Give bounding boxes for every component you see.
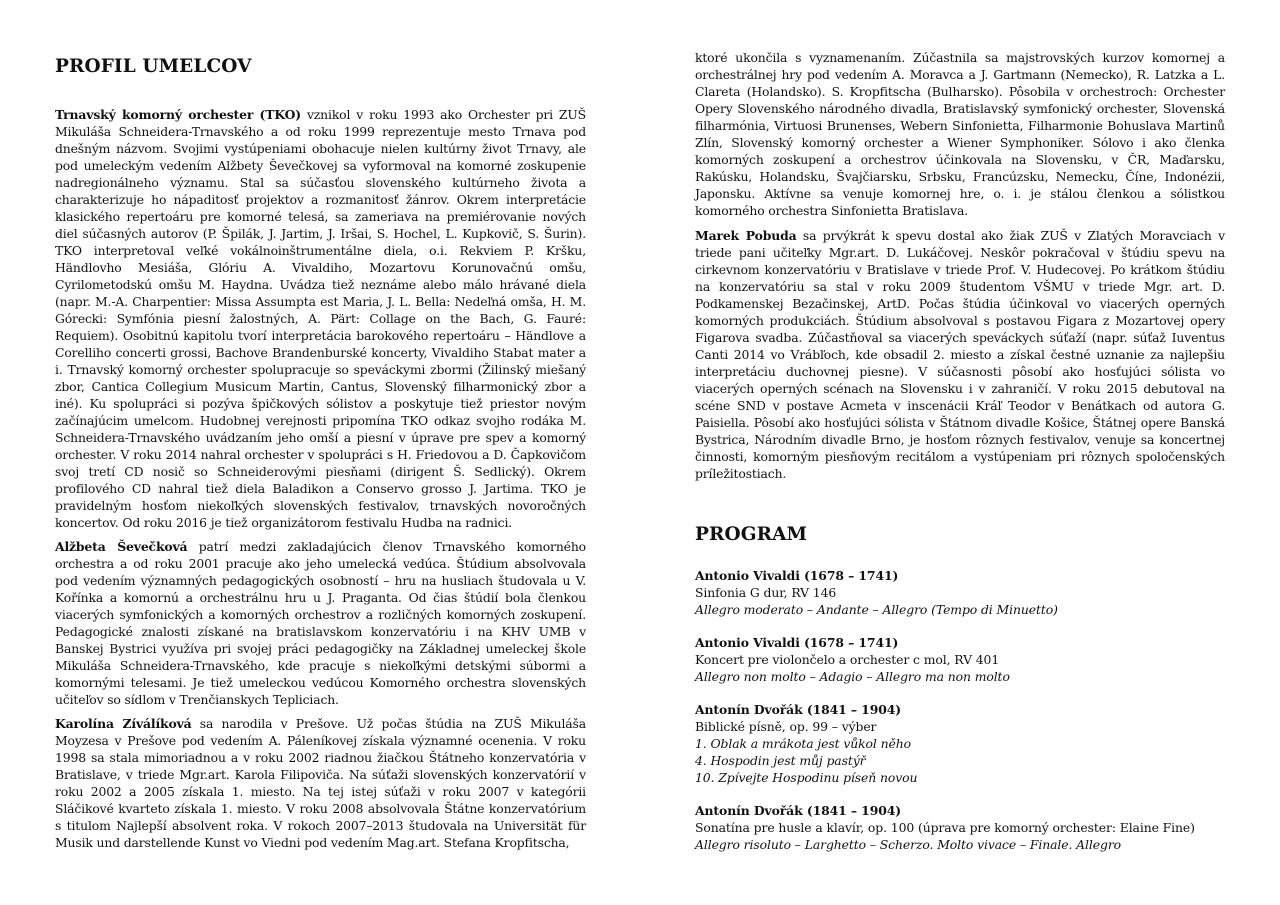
program-movement: 10. Zpívejte Hospodinu píseň novou [695, 770, 918, 785]
bio-name: Marek Pobuda [695, 228, 797, 243]
bio-karolina-zivalikova [55, 715, 586, 851]
bio-text: sa narodila v Prešove. Už počas štúdia na ZUŠ Mikuláša Moyzesa v Prešove pod vedením A. Páleníkovej získala významné ocenenia. V roku 1998 sa stala mimoriadnou a v roku 2002 riadnou žiačkou Štátneho konzervatória v Bratislave, v triede Mgr.art. Karola Filipoviča. Na súťaži slovenských konzervatórií v roku 2002 a 2005 získala 1. miesto. Na tej istej súťaži v roku 2007 v kategórii Sláčikové kvarteto získala 1. miesto. V roku 2008 absolvovala Štátne konzervatórium s titulom Najlepší absolvent roka. V rokoch 2007–2013 študovala na Universität für Musik und darstellende Kunst vo Viedni pod vedením Mag.art. Stefana Kropfitscha, [55, 716, 586, 850]
program-work: Sinfonia G dur, RV 146 [695, 585, 837, 600]
program-work: Biblické písně, op. 99 – výber [695, 719, 877, 734]
program-movement: Allegro non molto – Adagio – Allegro ma non molto [695, 669, 1010, 684]
program-movement: Allegro risoluto – Larghetto – Scherzo. Molto vivace – Finale. Allegro [695, 837, 1122, 852]
program-composer: Antonio Vivaldi (1678 – 1741) [695, 635, 899, 650]
page-title-program: PROGRAM [695, 524, 808, 545]
bio-text: sa prvýkrát k spevu dostal ako žiak ZUŠ v Zlatých Moravciach v triede pani učiteľky Mgr.art. D. Lukáčovej. Neskôr pokračoval v štúdiu spevu na cirkevnom konzervatóriu v Bratislave v triede Prof. V. Hudecovej. Po krátkom štúdiu na konzervatóriu sa stal v roku 2009 študentom VŠMU v triede Mgr. art. D. Podkamenskej Bezačinskej, ArtD. Počas štúdia účinkoval vo viacerých operných komorných produkciách. Štúdium absolvoval s postavou Figara z Mozartovej opery Figarova svadba. Zúčastňoval sa viacerých speváckych súťaží (napr. súťaž Iuventus Canti 2014 vo Vrábľoch, kde obsadil 2. miesto a získal čestné uznanie za najlepšiu interpretáciu duchovnej piesne). V súčasnosti pôsobí ako hosťujúci sólista vo viacerých operných scénach na Slovensku i v zahraničí. V roku 2015 debutoval na scéne SND v postave Acmeta v inscenácii Kráľ Teodor v Benátkach od autora G. Paisiella. Pôsobí ako hosťujúci sólista v Štátnom divadle Košice, Štátnej opere Banská Bystrica, Národním divadle Brno, je hosťom rôznych festivalov, venuje sa koncertnej činnosti, komorným piesňovým recitálom a vystúpeniam pri rôznych spoločenských príležitostiach. [695, 228, 1225, 481]
bio-name: Trnavský komorný orchester (TKO) [55, 107, 301, 122]
bio-marek-pobuda [695, 227, 1225, 482]
program-work: Koncert pre violončelo a orchester c mol, RV 401 [695, 652, 1000, 667]
bio-name: Karolína Zíválíková [55, 716, 192, 731]
bio-text: vznikol v roku 1993 ako Orchester pri ZUŠ Mikuláša Schneidera-Trnavského a od roku 1999 reprezentuje mesto Trnava pod dnešným názvom. Svojimi vystúpeniami obohacuje nielen kultúrny život Trnavy, ale pod umeleckým vedením Alžbety Ševečkovej sa vyformoval na komorné zoskupenie nadregionálneho významu. Stal sa súčasťou slovenského kultúrneho života a charakterizuje ho nápaditosť projektov a rozmanitosť žánrov. Okrem interpretácie klasického repertoáru pre komorné telesá, sa zameriava na premiérovanie nových diel súčasných autorov (P. Špilák, J. Jartim, J. Iršai, S. Hochel, L. Kupkovič, S. Šurin). TKO interpretoval veľké vokálnoinštrumentálne diela, o.i. Rekviem P. Kršku, Händlovho Mesiáša, Glóriu A. Vivaldiho, Mozartovu Korunovačnú omšu, Cyrilometodskú omšu M. Haydna. Uvádza tiež neznáme alebo málo hrávané diela (napr. M.-A. Charpentier: Missa Assumpta est Maria, J. L. Bella: Nedeľná omša, H. M. Górecki: Symfónia piesní žalostných, A. Pärt: Collage on the Bach, G. Fauré: Requiem). Osobitnú kapitolu tvorí interpretácia barokového repertoáru – Händlove a Corelliho concerti grossi, Bachove Brandenburské koncerty, Vivaldiho Stabat mater a i. Trnavský komorný orchester spolupracuje so speváckymi zbormi (Žilinský miešaný zbor, Cantica Collegium Musicum Martin, Cantus, Slovenský filharmonický zbor a iné). Ku spolupráci si pozýva špičkových sólistov a poskytuje tiež priestor novým začínajúcim umelcom. Hudobnej verejnosti pripomína TKO odkaz svojho rodáka M. Schneidera-Trnavského uvádzaním jeho omší a piesní v úprave pre spev a komorný orchester. V roku 2014 nahral orchester v spolupráci s H. Friedovou a D. Čapkovičom svoj tretí CD nosič so Schneiderovými piesňami (dirigent Š. Sedlický). Okrem profilového CD nahral tiež diela Baladikon a Conservo grosso J. Jartima. TKO je pravidelným hosťom niekoľkých slovenských festivalov, trnavských novoročných koncertov. Od roku 2016 je tiež organizátorom festivalu Hudba na radnici. [55, 107, 587, 530]
program-item [695, 701, 1225, 786]
program-item [695, 567, 1225, 618]
program-list [695, 567, 1225, 853]
program-composer: Antonín Dvořák (1841 – 1904) [695, 702, 902, 717]
bio-trnavsky-komorny-orchester [55, 106, 586, 531]
bio-name: Alžbeta Ševečková [55, 539, 188, 554]
bio-alzbeta-seveckova [55, 538, 586, 708]
bio-karolina-zivalikova-continued: ktoré ukončila s vyznamenaním. Zúčastnila sa majstrovských kurzov komornej a orchestrálnej hry pod vedením A. Moravca a J. Gartmann (Nemecko), R. Latzka a L. Clareta (Holandsko). S. Kropfitscha (Bulharsko). Pôsobila v orchestroch: Orchester Opery Slovenského národného divadla, Bratislavský symfonický orchester, Slovenská filharmónia, Virtuosi Brunenses, Webern Sinfonietta, Filharmonie Bohuslava Martinů Zlín, Slovenský komorný orchester a Wiener Symphoniker. Sólovo i ako členka komorných zoskupení a orchestrov účinkovala na Slovensku, v ČR, Maďarsku, Rakúsku, Holandsku, Švajčiarsku, Srbsku, Francúzsku, Nemecku, Číne, Indonézii, Japonsku. Aktívne sa venuje komornej hre, o. i. je stálou členkou a sólistkou komorného orchestra Sinfonietta Bratislava. [695, 50, 1225, 218]
program-movement: 4. Hospodin jest můj pastýř [695, 753, 866, 768]
page-title-profil-umelcov: PROFIL UMELCOV [55, 56, 252, 77]
right-page [640, 0, 1280, 905]
program-item [695, 634, 1225, 685]
program-composer: Antonín Dvořák (1841 – 1904) [695, 803, 902, 818]
program-work: Sonatína pre husle a klavír, op. 100 (úprava pre komorný orchester: Elaine Fine) [695, 820, 1195, 835]
program-item [695, 802, 1225, 853]
program-movement: 1. Oblak a mrákota jest vůkol něho [695, 736, 911, 751]
bio-text: patrí medzi zakladajúcich členov Trnavského komorného orchestra a od roku 2001 pracuje ako jeho umelecká vedúca. Štúdium absolvovala pod vedením významných pedagogických osobností – hru na husliach študovala u V. Kořínka a komornú a orchestrálnu hru u J. Praganta. Od čias štúdií bola členkou viacerých symfonických a komorných orchestrov a rozličných komorných zoskupení. Pedagogické znalosti získané na bratislavskom konzervatóriu i na KHV UMB v Banskej Bystrici využíva pri svojej práci pedagogičky na Základnej umeleckej škole Mikuláša Schneidera-Trnavského, kde pracuje s niekoľkými detskými súbormi a komornými telesami. Je tiež umeleckou vedúcou Komorného orchestra slovenských učiteľov so sídlom v Trenčianskych Tepliciach. [55, 539, 586, 707]
program-composer: Antonio Vivaldi (1678 – 1741) [695, 568, 899, 583]
program-movement: Allegro moderato – Andante – Allegro (Tempo di Minuetto) [695, 602, 1058, 617]
